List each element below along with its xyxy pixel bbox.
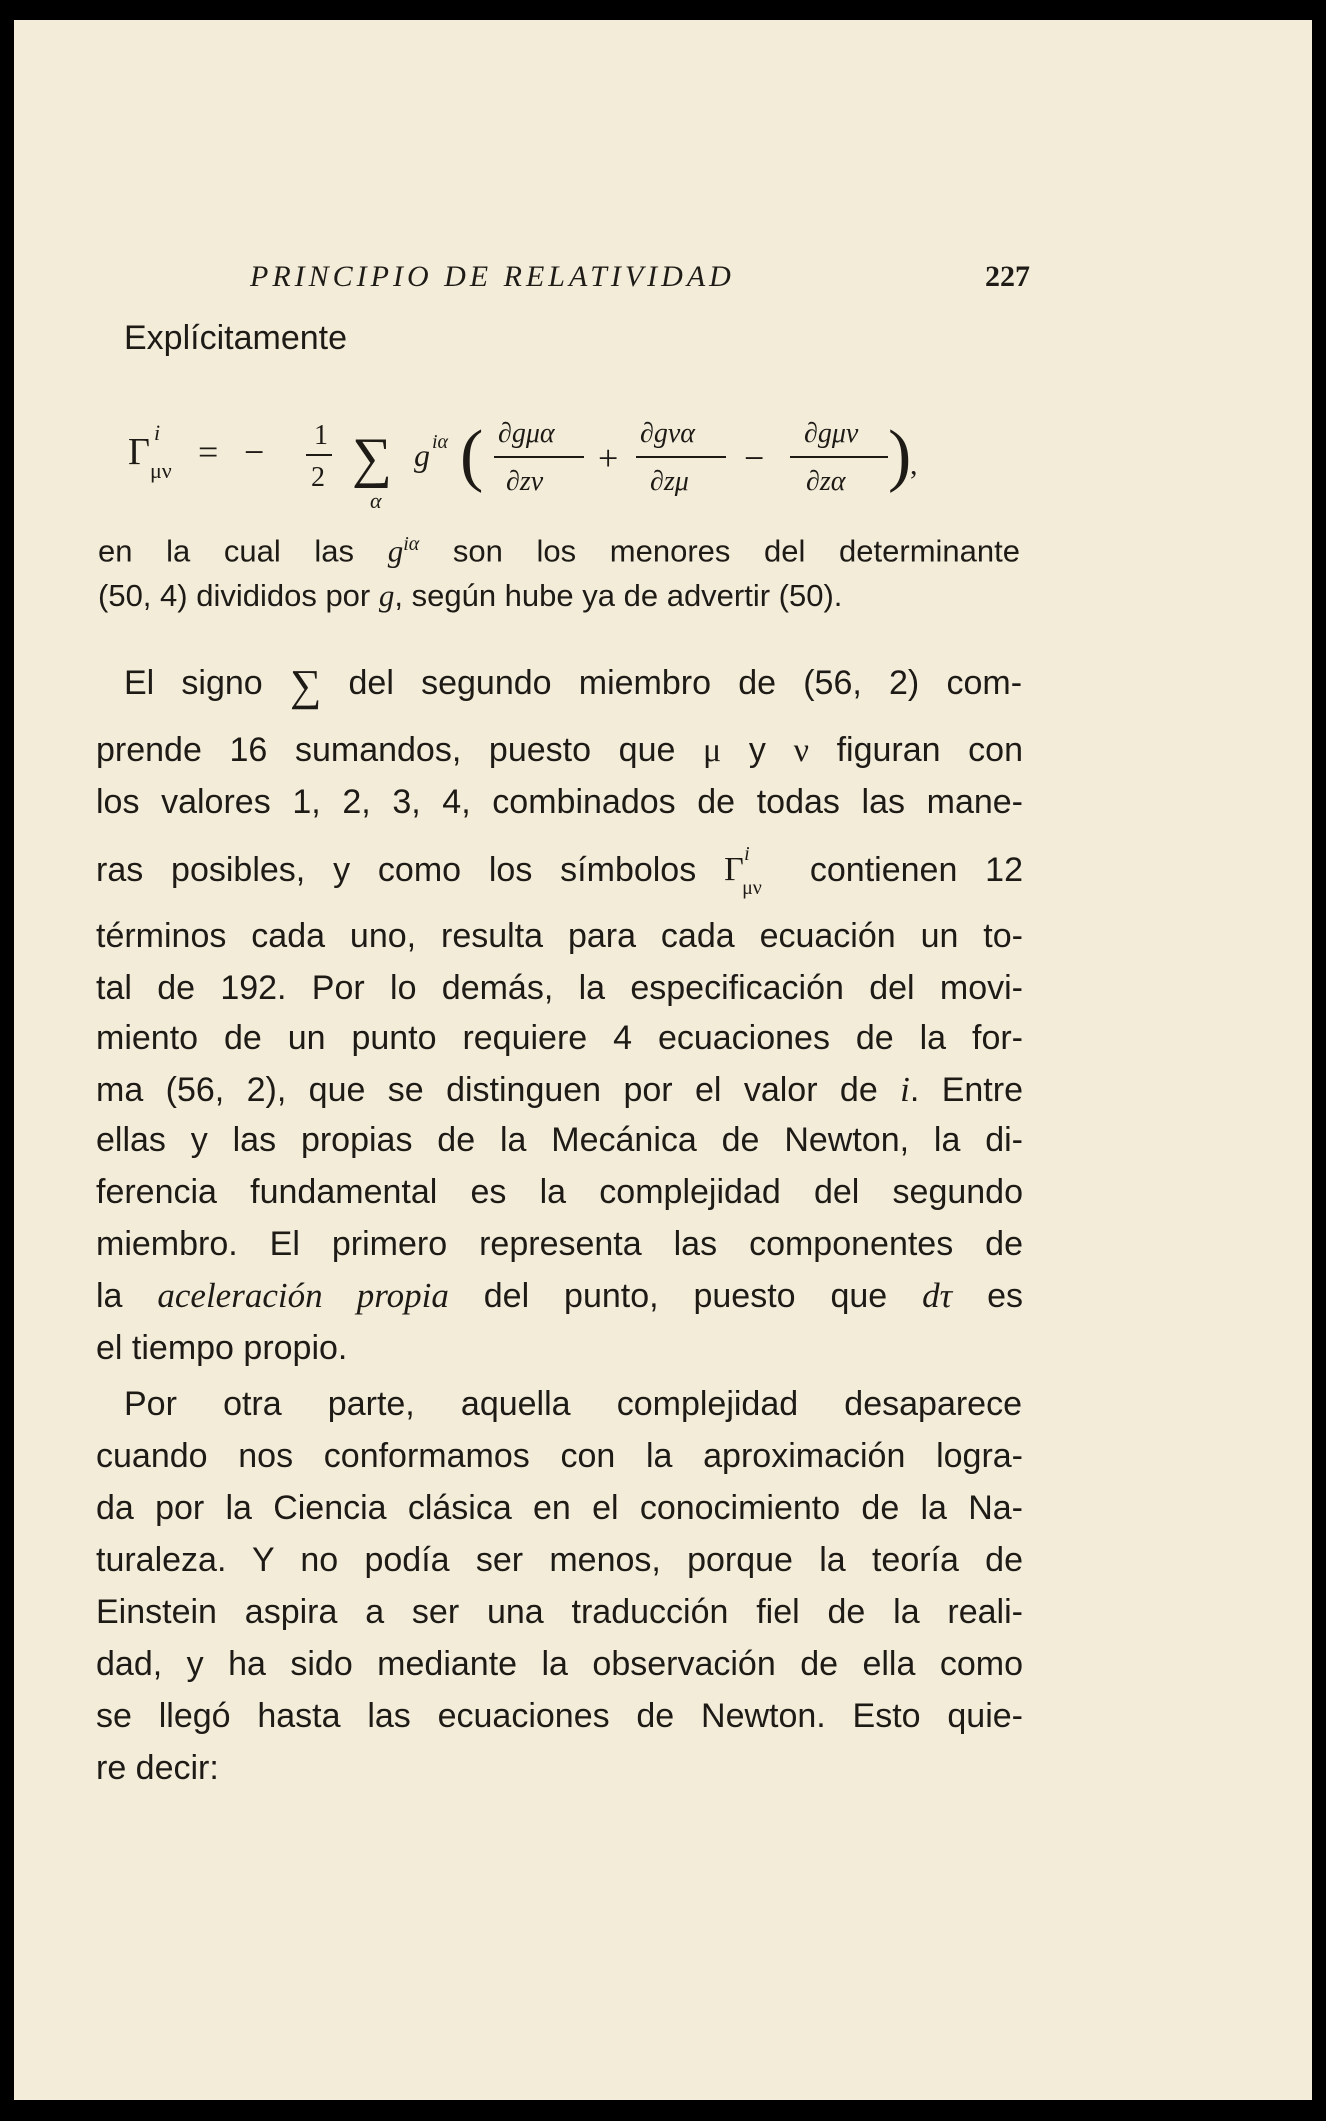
formula-term2-den: ∂zμ [650, 466, 689, 497]
formula-metric: g [414, 437, 430, 473]
formula-gamma: Γ [128, 431, 150, 473]
formula-term3-bar [790, 456, 888, 458]
para3-line6: dad, y ha sido mediante la observación de ella como [96, 1645, 1023, 1683]
para2-line4: ras posibles, y como los símbolos Γ i μν contienen 12 [96, 843, 1023, 899]
formula-plus: + [598, 438, 619, 478]
formula-metric-sup: iα [432, 431, 449, 453]
formula-paren-close: ) [888, 417, 912, 494]
metric-inline: g [387, 533, 404, 569]
italic-phrase: aceleración propia [157, 1276, 449, 1315]
para2-line7: miento de un punto requiere 4 ecuaciones de la for- [96, 1019, 1023, 1057]
para2-line1: El signo ∑ del segundo miembro de (56, 2) com- [124, 661, 1023, 710]
para2-line5: términos cada uno, resulta para cada ecuación un to- [96, 917, 1023, 955]
para3-line5: Einstein aspira a ser una traducción fiel de la reali- [96, 1593, 1023, 1631]
para2-line6: tal de 192. Por lo demás, la especificación del movi- [96, 969, 1023, 1007]
para1-line2: (50, 4) divididos por g, según hube ya de advertir (50). [98, 578, 843, 613]
formula-term2-bar [636, 456, 726, 458]
para3-line1: Por otra parte, aquella complejidad desaparece [124, 1385, 1022, 1423]
formula-trail: , [910, 448, 918, 481]
running-head [250, 260, 1030, 300]
running-head-title: PRINCIPIO DE RELATIVIDAD [250, 260, 735, 293]
intro-text: Explícitamente [124, 319, 347, 357]
para1-line1: en la cual las $g^{i\alpha}$ son los menores del determinante [98, 533, 1020, 569]
para3-line7: se llegó hasta las ecuaciones de Newton. Esto quie- [96, 1697, 1023, 1735]
formula-gamma-sub: μν [150, 458, 172, 483]
para2-line8: ma (56, 2), que se distinguen por el valor de i. Entre [96, 1070, 1023, 1109]
page-number: 227 [985, 260, 1030, 293]
christoffel-formula [114, 404, 1014, 524]
para3-line8: re decir: [96, 1749, 219, 1787]
formula-gamma-sup: i [154, 420, 161, 445]
formula-term2-num: ∂gνα [640, 418, 695, 449]
formula-term1-num: ∂gμα [498, 418, 555, 449]
gamma-symbol-inline: Γ i μν [724, 843, 762, 899]
formula-term1-den: ∂zν [506, 466, 544, 497]
para2-line3: los valores 1, 2, 3, 4, combinados de todas las mane- [96, 783, 1023, 821]
para2-line11: miembro. El primero representa las componentes de [96, 1225, 1023, 1263]
formula-sum: ∑ [352, 427, 392, 489]
formula-minus: − [244, 432, 265, 472]
formula-paren-open: ( [460, 417, 484, 494]
formula-minus2: − [744, 438, 765, 478]
sum-symbol-inline: ∑ [289, 661, 322, 710]
formula-coef-bar [306, 454, 332, 456]
formula-equals: = [198, 432, 219, 472]
para3-line3: da por la Ciencia clásica en el conocimiento de la Na- [96, 1489, 1023, 1527]
para3-line2: cuando nos conformamos con la aproximación logra- [96, 1437, 1023, 1475]
formula-term3-den: ∂zα [806, 466, 846, 497]
para3-line4: turaleza. Y no podía ser menos, porque la teoría de [96, 1541, 1023, 1579]
formula-term1-bar [494, 456, 584, 458]
para2-line2: prende 16 sumandos, puesto que μ y ν figuran con [96, 731, 1023, 769]
formula-coef-num: 1 [314, 420, 328, 451]
para2-line10: ferencia fundamental es la complejidad del segundo [96, 1173, 1023, 1211]
para2-line12: la aceleración propia del punto, puesto que dτ es [96, 1276, 1023, 1315]
formula-sum-index: α [370, 488, 382, 513]
formula-coef-den: 2 [311, 462, 325, 493]
para2-line9: ellas y las propias de la Mecánica de Newton, la di- [96, 1121, 1023, 1159]
formula-term3-num: ∂gμν [804, 418, 859, 449]
book-page [14, 20, 1312, 2100]
para2-line13: el tiempo propio. [96, 1329, 348, 1367]
